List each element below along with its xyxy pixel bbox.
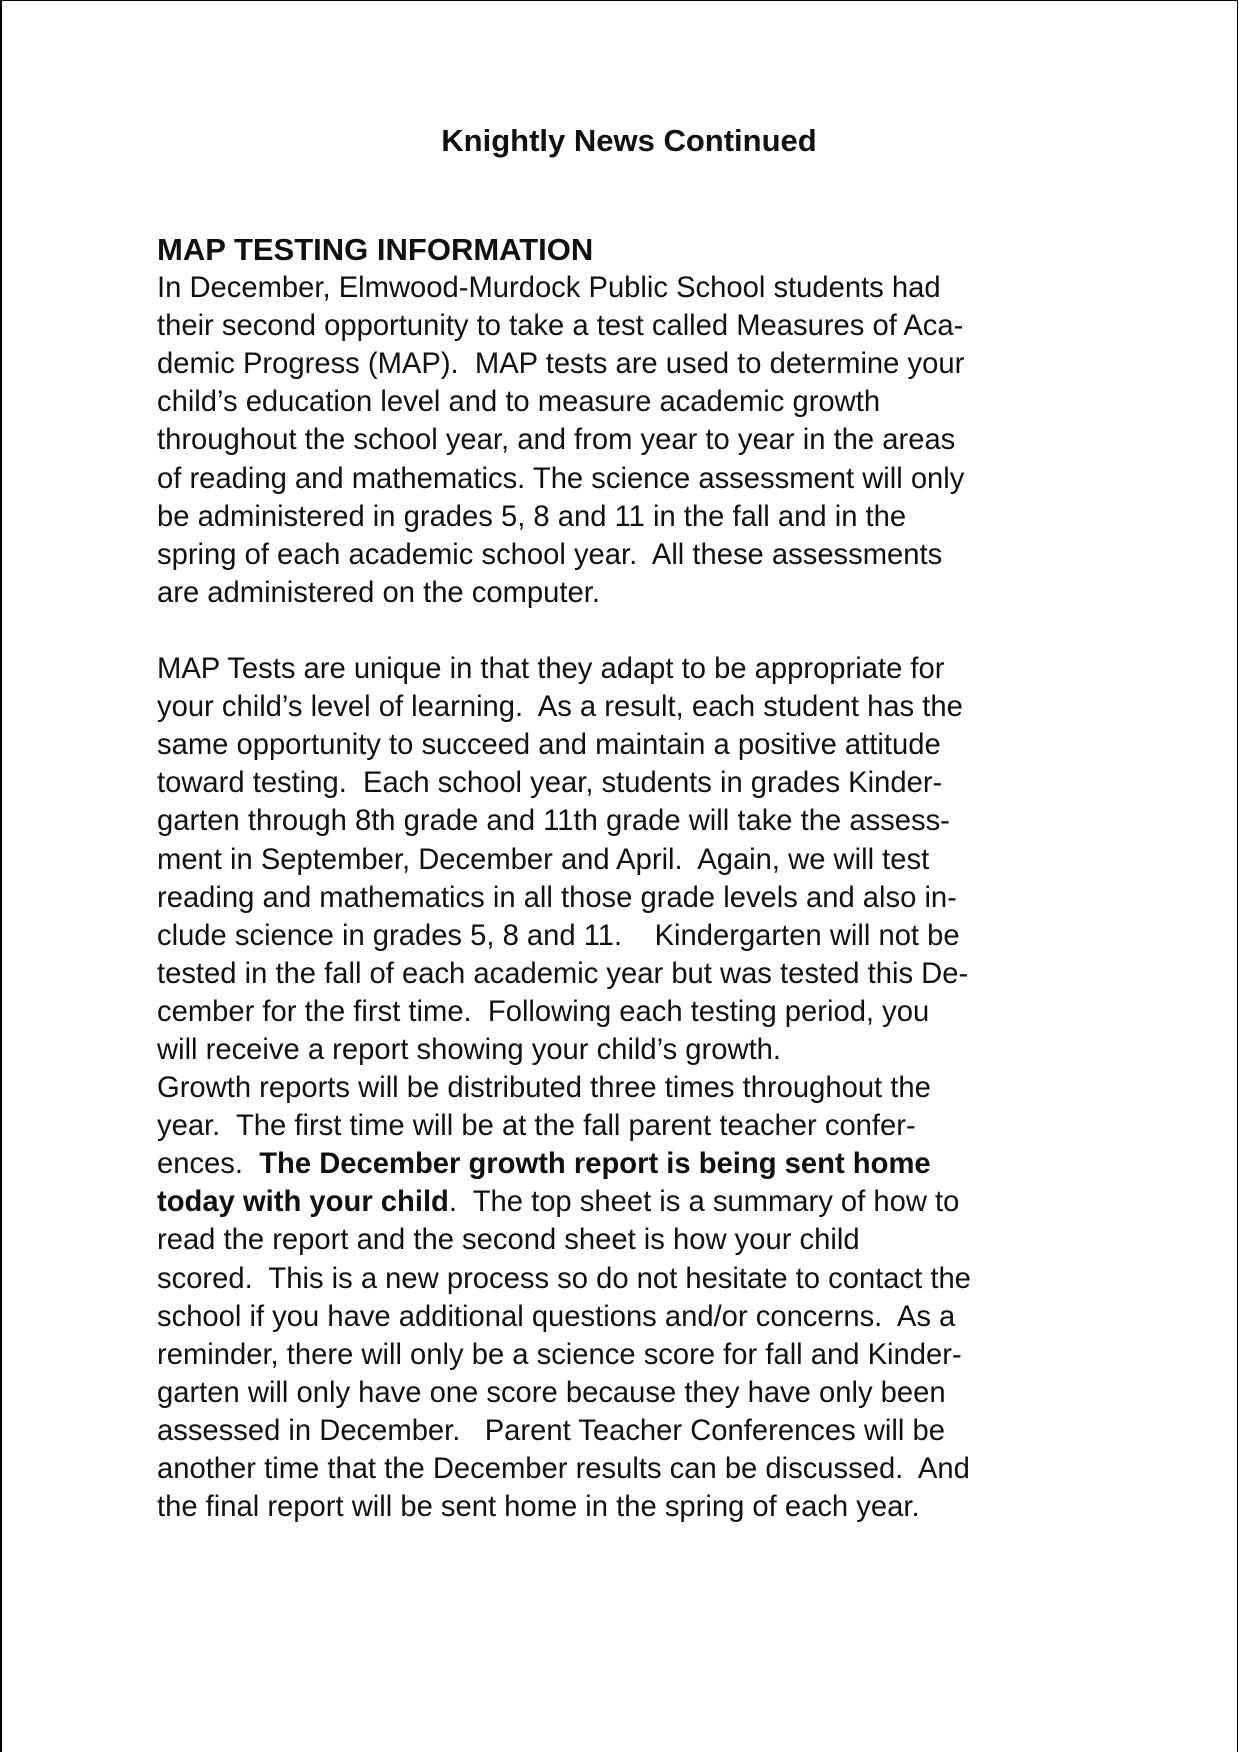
paragraph-line: Growth reports will be distributed three times throughout the xyxy=(157,1072,931,1105)
paragraph-line: tested in the fall of each academic year but was tested this De- xyxy=(157,957,969,990)
paragraph-line: clude science in grades 5, 8 and 11. Kindergarten will not be xyxy=(157,919,960,952)
paragraph-line: school if you have additional questions and/or concerns. As a xyxy=(157,1300,956,1333)
paragraph-line: scored. This is a new process so do not hesitate to contact the xyxy=(157,1262,971,1295)
paragraph-1 xyxy=(157,269,1117,612)
article-body xyxy=(157,231,1117,1526)
paragraph-line: reading and mathematics in all those grade levels and also in- xyxy=(157,881,957,914)
paragraph-line xyxy=(157,1145,1117,1183)
paragraph-line: demic Progress (MAP). MAP tests are used to determine your xyxy=(157,348,965,381)
paragraph-line: are administered on the computer. xyxy=(157,576,600,609)
paragraph-spacer xyxy=(157,612,1117,650)
paragraph-line: spring of each academic school year. All these assessments xyxy=(157,538,943,571)
paragraph-line xyxy=(157,1183,1117,1221)
paragraph-line: assessed in December. Parent Teacher Conferences will be xyxy=(157,1414,945,1447)
paragraph-2 xyxy=(157,650,1117,1069)
inline-text: ences. xyxy=(157,1148,260,1181)
bold-emphasis: The December growth report is being sent home xyxy=(259,1148,931,1181)
paragraph-line: will receive a report showing your child’s growth. xyxy=(157,1033,782,1066)
paragraph-line: cember for the first time. Following each testing period, you xyxy=(157,995,930,1028)
paragraph-line: year. The first time will be at the fall parent teacher confer- xyxy=(157,1110,916,1143)
paragraph-line: their second opportunity to take a test called Measures of Aca- xyxy=(157,310,964,343)
paragraph-line: MAP Tests are unique in that they adapt to be appropriate for xyxy=(157,653,945,686)
paragraph-line: read the report and the second sheet is how your child xyxy=(157,1224,860,1257)
section-heading: MAP TESTING INFORMATION xyxy=(157,232,594,267)
paragraph-line: garten through 8th grade and 11th grade will take the assess- xyxy=(157,805,950,838)
paragraph-line: another time that the December results can be discussed. And xyxy=(157,1453,970,1485)
paragraph-line: the final report will be sent home in the spring of each year. xyxy=(157,1491,920,1524)
bold-emphasis: today with your child xyxy=(157,1186,449,1219)
page-title: Knightly News Continued xyxy=(441,123,817,158)
paragraph-line: be administered in grades 5, 8 and 11 in the fall and in the xyxy=(157,500,907,533)
paragraph-line: same opportunity to succeed and maintain a positive attitude xyxy=(157,729,941,762)
paragraph-line: toward testing. Each school year, students in grades Kinder- xyxy=(157,767,943,800)
paragraph-line: In December, Elmwood-Murdock Public School students had xyxy=(157,272,941,305)
paragraph-line: reminder, there will only be a science score for fall and Kinder- xyxy=(157,1338,962,1371)
paragraph-line: your child’s level of learning. As a result, each student has the xyxy=(157,691,963,724)
paragraph-line: garten will only have one score because they have only been xyxy=(157,1376,946,1409)
paragraph-line: ment in September, December and April. Again, we will test xyxy=(157,843,930,876)
paragraph-3 xyxy=(157,1069,1117,1526)
inline-text: . The top sheet is a summary of how to xyxy=(448,1186,960,1219)
paragraph-line: of reading and mathematics. The science assessment will only xyxy=(157,462,965,495)
paragraph-line: throughout the school year, and from year to year in the areas xyxy=(157,424,956,457)
paragraph-line: child’s education level and to measure academic growth xyxy=(157,386,881,419)
